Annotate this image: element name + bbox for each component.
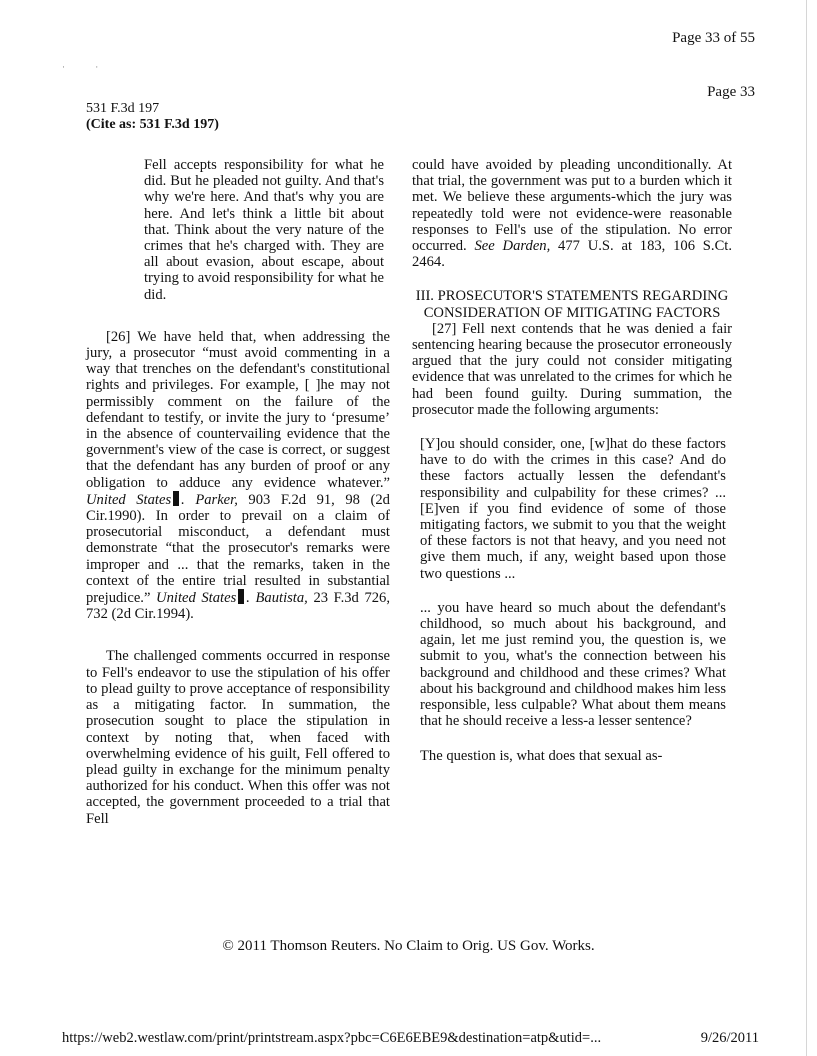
paragraph-challenged: The challenged comments occurred in response to Fell's endeavor to use the stipulation of his offer to plead guilty to prove acceptance of responsibility as a mitigating factor. In summation, the prosecution sought to place the stipulation in context by noting that, when faced with overwhelming evidence of his guilt, Fell offered to plead guilty in exchange for the minimum penalty authorized for his conduct. When this offer was not accepted, the government proceeded to a trial that Fell	[86, 648, 390, 827]
cite-parker-b[interactable]: . Parker,	[181, 491, 238, 508]
paragraph-continued	[412, 157, 732, 270]
cite-darden[interactable]: See Darden,	[474, 238, 551, 255]
cite-bautista-b[interactable]: . Bautista,	[246, 590, 308, 607]
citation-block	[86, 101, 219, 133]
cite-bautista-a[interactable]: United States	[156, 590, 237, 607]
blockquote-fell: Fell accepts responsibility for what he did. But he pleaded not guilty. And that's why we're here. And that's why you are here. And let's think a little bit about that. Think about the very nature of the crimes that he's charged with. They are all about evasion, about escape, about trying to avoid responsibility for what he did.	[144, 157, 384, 303]
citation-cite-as: (Cite as: 531 F.3d 197)	[86, 117, 219, 132]
cite-darden-rest: 477 U.S. at 183, 106 S.Ct. 2464.	[412, 238, 733, 271]
cite-bautista-rest: 23 F.3d 726, 732 (2d Cir.1994).	[86, 590, 390, 623]
page-label: Page 33	[707, 84, 755, 100]
print-date: 9/26/2011	[700, 1030, 759, 1046]
copyright-footer: © 2011 Thomson Reuters. No Claim to Orig. US Gov. Works.	[222, 938, 595, 954]
right-column	[412, 157, 732, 764]
continued-text: could have avoided by pleading unconditionally. At that trial, the government was put to a burden which it met. We believe these arguments-which the jury was repeatedly told were not evidence-were reasonable responses to Fell's use of the stipulation. No error occurred.	[412, 157, 732, 255]
section-heading: III. PROSECUTOR'S STATEMENTS REGARDING CONSIDERATION OF MITIGATING FACTORS	[415, 288, 729, 321]
scan-specks: · ·	[62, 62, 113, 72]
blockquote-childhood: ... you have heard so much about the defendant's childhood, so much about his background, and again, let me just remind you, the question is, we submit to you, what's the connection between his background and childhood and these crimes? What about his background and childhood makes him less responsible, less culpable? What about them means that he should receive a less-a lesser sentence?	[420, 599, 726, 730]
cite-parker-rest: 903 F.2d 91, 98 (2d Cir.1990).	[86, 491, 390, 525]
page-of-count: Page 33 of 55	[672, 30, 755, 46]
blockquote-factors: [Y]ou should consider, one, [w]hat do these factors have to do with the crimes in this case? And do these factors actually lessen the defendant's responsibility and culpability for these crimes? ... [E]ven if you find evidence of some of those mitigating factors, we submit to you that the weight of these factors is not that heavy, and you need not give them much, if any, weight based upon those two questions ...	[420, 436, 726, 582]
scan-edge-line	[806, 0, 807, 1056]
citation-reporter: 531 F.3d 197	[86, 101, 160, 116]
cite-parker-a[interactable]: United States	[86, 491, 172, 508]
para26-text-b: In order to prevail on a claim of prosecutorial misconduct, a defendant must demonstrate “that the prosecutor's remarks were improper and ... that the remarks, taken in the context of the entire trial resulted in substantial prejudice.”	[86, 508, 390, 607]
para26-text-a: [26] We have held that, when addressing the jury, a prosecutor “must avoid commenting in a way that trenches on the defendant's constitutional rights and privileges. For example, [ ]he may not permissibly comment on the failure of the defendant to testify, or invite the jury to ‘presume’ in the absence of countervailing evidence that the government's view of the case is correct, or suggest that the defendant has any burden of proof or any obligation to adduce any evidence whatever.”	[86, 328, 390, 491]
print-url[interactable]: https://web2.westlaw.com/print/printstream.aspx?pbc=C6E6EBE9&destination=atp&utid=...	[62, 1030, 602, 1046]
paragraph-27: [27] Fell next contends that he was denied a fair sentencing hearing because the prosecutor erroneously argued that the jury could not consider mitigating evidence that was unrelated to the crimes for which he had been found guilty. During summation, the prosecutor made the following arguments:	[412, 320, 732, 418]
paragraph-26	[86, 329, 390, 623]
left-column	[86, 157, 390, 827]
redaction-mark	[173, 491, 179, 506]
redaction-mark	[238, 589, 244, 604]
blockquote-question: The question is, what does that sexual as-	[420, 747, 663, 764]
